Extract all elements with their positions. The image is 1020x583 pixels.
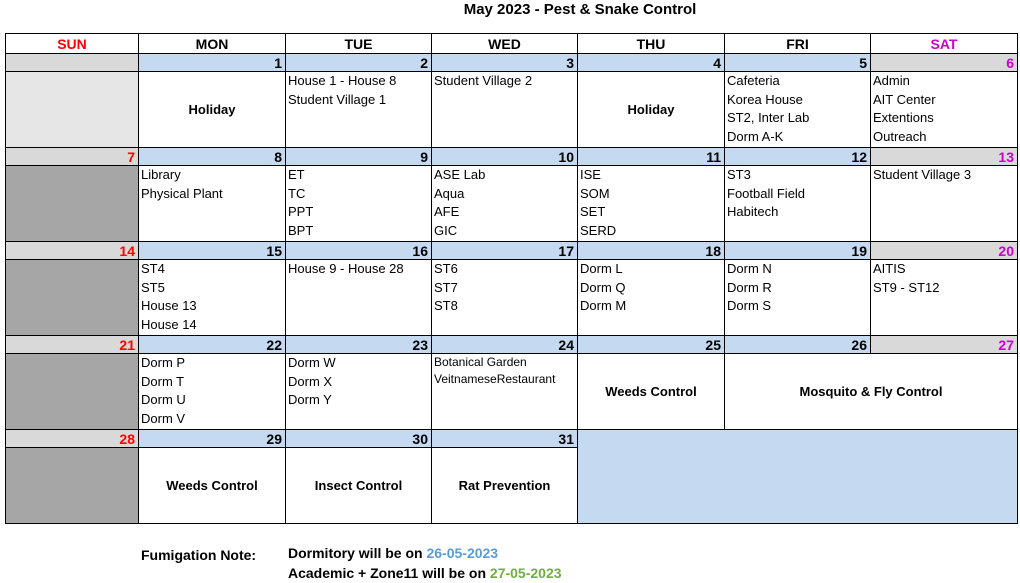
schedule-cell <box>432 72 578 148</box>
schedule-item: Student Village 3 <box>873 167 972 182</box>
date-cell: 6 <box>871 54 1018 72</box>
date-cell: 9 <box>286 148 432 166</box>
schedule-cell <box>286 166 432 242</box>
schedule-item: Dorm A-K <box>727 128 784 144</box>
date-cell: 29 <box>139 430 286 448</box>
schedule-item: ST3 <box>727 167 751 182</box>
schedule-cell <box>286 72 432 148</box>
date-cell: 14 <box>6 242 139 260</box>
schedule-cell <box>286 448 432 524</box>
schedule-item: AFE <box>434 204 460 219</box>
date-cell: 31 <box>432 430 578 448</box>
date-cell: 4 <box>578 54 725 72</box>
date-cell: 18 <box>578 242 725 260</box>
schedule-cell <box>725 72 871 148</box>
schedule-item: Dorm Y <box>288 392 332 407</box>
sunday-cell <box>6 260 139 336</box>
schedule-cell <box>432 166 578 242</box>
schedule-item: Dorm M <box>580 298 627 313</box>
schedule-item: Dorm X <box>288 373 333 389</box>
date-cell: 24 <box>432 336 578 354</box>
schedule-item: ST8 <box>434 298 458 313</box>
schedule-item: ET <box>288 167 305 182</box>
schedule-item: Dorm S <box>727 298 772 313</box>
date-cell: 17 <box>432 242 578 260</box>
schedule-item: TC <box>288 185 306 201</box>
schedule-cell <box>871 260 1018 336</box>
schedule-item: Korea House <box>727 91 803 107</box>
schedule-item: Dorm N <box>727 261 772 276</box>
holiday-label: Holiday <box>188 102 236 117</box>
schedule-cell <box>286 354 432 430</box>
date-cell: 28 <box>6 430 139 448</box>
schedule-item: Dorm W <box>288 355 336 370</box>
date-cell: 13 <box>871 148 1018 166</box>
schedule-item: Dorm R <box>727 279 772 295</box>
schedule-item: Aqua <box>434 185 465 201</box>
schedule-item: SOM <box>580 185 610 201</box>
schedule-cell <box>578 260 725 336</box>
activity-label: Mosquito & Fly Control <box>799 384 943 399</box>
schedule-item: Student Village 1 <box>288 91 387 107</box>
schedule-item: ST5 <box>141 279 165 295</box>
schedule-cell <box>871 166 1018 242</box>
empty-block <box>578 430 1018 524</box>
schedule-cell <box>139 354 286 430</box>
date-cell: 26 <box>725 336 871 354</box>
date-cell: 23 <box>286 336 432 354</box>
date-cell: 5 <box>725 54 871 72</box>
note-text: Dormitory will be on <box>288 545 427 561</box>
fumigation-note-line-1 <box>288 545 498 561</box>
activity-label: Weeds Control <box>166 478 258 493</box>
schedule-cell <box>725 166 871 242</box>
schedule-item: ST6 <box>434 261 458 276</box>
date-cell: 11 <box>578 148 725 166</box>
schedule-cell <box>578 166 725 242</box>
date-cell <box>6 54 139 72</box>
schedule-cell <box>139 72 286 148</box>
date-cell: 21 <box>6 336 139 354</box>
holiday-label: Holiday <box>627 102 675 117</box>
fumigation-note-line-2 <box>288 565 562 581</box>
sunday-cell <box>6 166 139 242</box>
schedule-cell <box>139 448 286 524</box>
note-date: 27-05-2023 <box>489 565 562 581</box>
date-cell: 25 <box>578 336 725 354</box>
schedule-item: PPT <box>288 204 314 219</box>
date-cell: 30 <box>286 430 432 448</box>
schedule-item: SET <box>580 204 606 219</box>
schedule-item: Physical Plant <box>141 185 223 201</box>
date-cell: 16 <box>286 242 432 260</box>
day-header-tue: TUE <box>286 34 432 54</box>
schedule-item: BPT <box>288 222 314 238</box>
schedule-item: Dorm Q <box>580 279 626 295</box>
day-header-wed: WED <box>432 34 578 54</box>
schedule-item: House 14 <box>141 316 197 332</box>
note-date: 26-05-2023 <box>426 545 499 561</box>
schedule-item: ST7 <box>434 279 458 295</box>
sunday-cell <box>6 354 139 430</box>
day-header-mon: MON <box>139 34 286 54</box>
schedule-item: ISE <box>580 167 601 182</box>
schedule-item: ST4 <box>141 261 165 276</box>
schedule-cell <box>578 354 725 430</box>
day-header-thu: THU <box>578 34 725 54</box>
date-cell: 2 <box>286 54 432 72</box>
empty-day <box>6 72 139 148</box>
schedule-item: Dorm U <box>141 392 186 407</box>
date-cell: 12 <box>725 148 871 166</box>
schedule-cell <box>725 260 871 336</box>
schedule-item: VeitnameseRestaurant <box>434 372 556 386</box>
date-cell: 7 <box>6 148 139 166</box>
schedule-cell <box>286 260 432 336</box>
schedule-item: Dorm L <box>580 261 623 276</box>
schedule-item: Cafeteria <box>727 73 780 88</box>
schedule-cell <box>432 260 578 336</box>
schedule-item: SERD <box>580 222 617 238</box>
schedule-item: Habitech <box>727 204 779 219</box>
schedule-item: Extentions <box>873 110 934 125</box>
date-cell: 1 <box>139 54 286 72</box>
day-header-sun: SUN <box>6 34 139 54</box>
date-cell: 27 <box>871 336 1018 354</box>
schedule-item: Student Village 2 <box>434 73 533 88</box>
page-title: May 2023 - Pest & Snake Control <box>463 1 697 18</box>
schedule-item: Library <box>141 167 181 182</box>
day-header-fri: FRI <box>725 34 871 54</box>
activity-label: Insect Control <box>314 478 403 493</box>
schedule-item: Outreach <box>873 128 927 144</box>
date-cell: 15 <box>139 242 286 260</box>
sunday-cell <box>6 448 139 524</box>
schedule-item: Admin <box>873 73 910 88</box>
schedule-cell <box>139 166 286 242</box>
schedule-item: ST2, Inter Lab <box>727 110 810 125</box>
schedule-item: AITIS <box>873 261 906 276</box>
schedule-item: Dorm V <box>141 410 186 426</box>
schedule-item: Football Field <box>727 185 806 201</box>
schedule-item: AIT Center <box>873 91 936 107</box>
date-cell: 19 <box>725 242 871 260</box>
schedule-item: ASE Lab <box>434 167 486 182</box>
activity-label: Weeds Control <box>605 384 697 399</box>
schedule-cell <box>578 72 725 148</box>
schedule-item: GIC <box>434 222 458 238</box>
schedule-cell <box>139 260 286 336</box>
schedule-item: ST9 - ST12 <box>873 279 940 295</box>
schedule-item: House 9 - House 28 <box>288 261 404 276</box>
activity-label: Rat Prevention <box>458 478 551 493</box>
schedule-cell <box>725 354 1018 430</box>
date-cell: 3 <box>432 54 578 72</box>
date-cell: 10 <box>432 148 578 166</box>
day-header-sat: SAT <box>871 34 1018 54</box>
calendar-grid <box>5 33 1018 524</box>
note-text: Academic + Zone11 will be on <box>288 565 490 581</box>
schedule-cell <box>432 448 578 524</box>
schedule-item: Dorm P <box>141 355 186 370</box>
fumigation-note-label: Fumigation Note: <box>141 547 257 563</box>
date-cell: 20 <box>871 242 1018 260</box>
schedule-item: House 1 - House 8 <box>288 73 397 88</box>
date-cell: 22 <box>139 336 286 354</box>
schedule-item: House 13 <box>141 298 197 313</box>
schedule-cell <box>871 72 1018 148</box>
date-cell: 8 <box>139 148 286 166</box>
schedule-item: Botanical Garden <box>434 355 527 369</box>
schedule-cell <box>432 354 578 430</box>
schedule-item: Dorm T <box>141 373 185 389</box>
